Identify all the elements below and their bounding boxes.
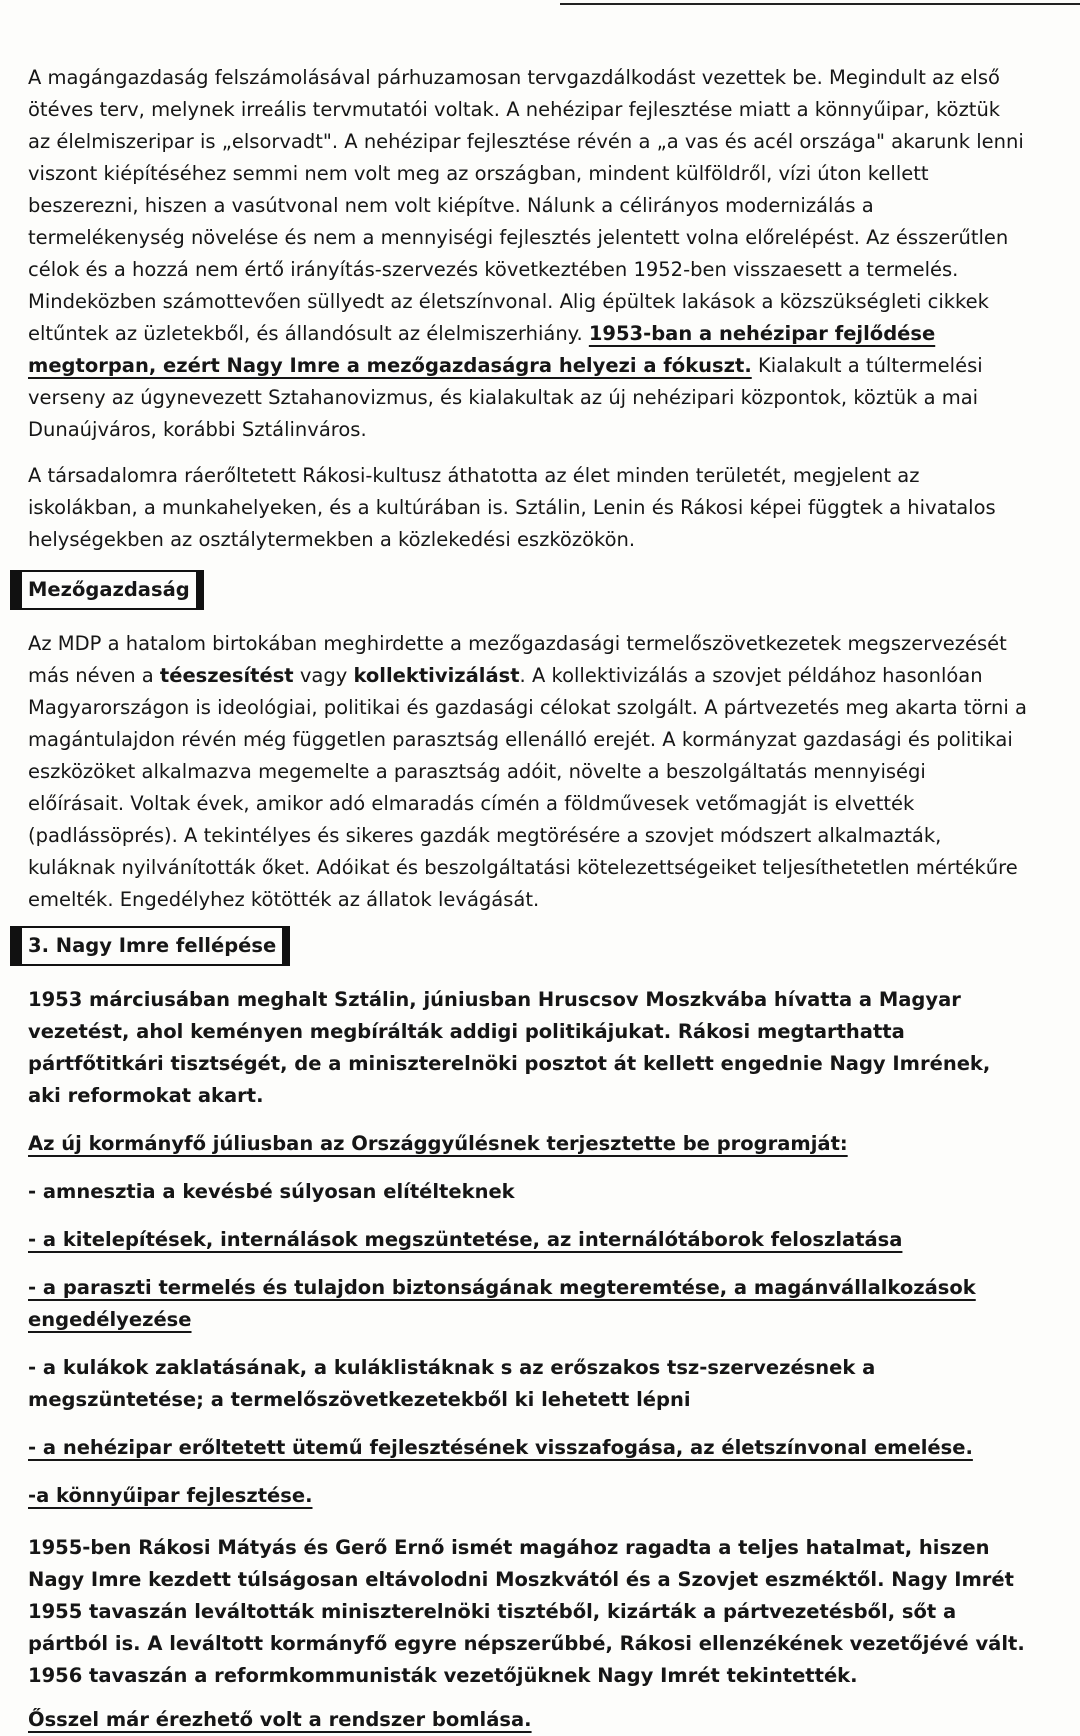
paragraph-stalin-death: 1953 márciusában meghalt Sztálin, júniusban Hruscsov Moszkvába hívatta a Magyar vezetést, ahol keményen megbírálták addigi politikájukat. Rákosi megtarthatta pártfőtitkári tisztségét, de a miniszterelnöki posztot át kellett engednie Nagy Imrének, aki reformokat akart. xyxy=(28,988,991,1107)
scan-edge-line xyxy=(560,3,1080,5)
stakhanovism-text: Kialakult a túltermelési verseny az úgynevezett Sztahanovizmus, és kialakultak az új nehézipari központok, köztük a mai Dunaújváros, korábbi Sztálinváros. xyxy=(28,354,983,441)
planned-economy-text: A magángazdaság felszámolásával párhuzamosan tervgazdálkodást vezettek be. Megindult az első ötéves terv, melynek irreális tervmutatói voltak. A nehézipar fejlesztése miatt a könnyűipar, köztük az élelmiszeripar is „elsorvadt". A nehézipar fejlesztése révén a „a vas és acél országa" akarunk lenni viszont kiépítéséhez semmi nem volt meg az országban, mindent külföldről, vízi úton kellett beszerezni, hiszen a vasútvonal nem volt kiépítve. Nálunk a célirányos modernizálás a termelékenység növelése és nem a mennyiségi fejlesztés jelentett volna előrelépést. Az ésszerűtlen célok és a hozzá nem értő irányítás-szervezés következtében 1952-ben visszaesett a termelés. Mindeközben számottevően süllyedt az életszínvonal. Alig épültek lakások a közszükségleti cikkek eltűntek az üzletekből, és állandósult az élelmiszerhiány. xyxy=(28,66,1024,345)
paragraph-autumn: Ősszel már érezhető volt a rendszer bomlása. xyxy=(28,1708,532,1731)
nagy-focus-sentence: 1953-ban a nehézipar fejlődése megtorpan, ezért Nagy Imre a mezőgazdaságra helyezi a fókuszt. xyxy=(28,322,936,377)
paragraph-program-intro: Az új kormányfő júliusban az Országgyűlésnek terjesztette be programját: xyxy=(28,1132,848,1155)
collectivization-conj: vagy xyxy=(293,664,354,687)
collectivization-text: . A kollektivizálás a szovjet példához hasonlóan Magyarországon is ideológiai, politikai és gazdasági célokat szolgált. A pártvezetés meg akarta törni a magántulajdon révén még független parasztság ellenálló erejét. A kormányzat gazdasági és politikai eszközöket alkalmazva megemelte a parasztság adóit, növelte a beszolgáltatás mennyiségi előírásait. Voltak évek, amikor adó elmaradás címén a földművesek vetőmagját is elvették (padlássöprés). A tekintélyes és sikeres gazdák megtörésére a szovjet módszert alkalmazták, kuláknak nyilvánították őket. Adóikat és beszolgáltatási kötelezettségeiket teljesíthetetlen mértékűre emelték. Engedélyhez kötötték az állatok levágását. xyxy=(28,664,1027,911)
term-teeszesites: téeszesítést xyxy=(159,664,294,687)
heading-nagy-imre: 3. Nagy Imre fellépése xyxy=(10,926,290,966)
program-item: - a paraszti termelés és tulajdon biztonságának megteremtése, a magánvállalkozások engedélyezése xyxy=(28,1276,976,1331)
paragraph-collectivization xyxy=(28,628,1028,916)
heading-agriculture: Mezőgazdaság xyxy=(10,570,204,610)
paragraph-personality-cult: A társadalomra ráerőltetett Rákosi-kultusz áthatotta az élet minden területét, megjelent az iskolákban, a munkahelyeken, és a kultúrában is. Sztálin, Lenin és Rákosi képei függtek a hivatalos helységekben az osztálytermekben a közlekedési eszközökön. xyxy=(28,464,996,551)
program-item: - a kitelepítések, internálások megszüntetése, az internálótáborok feloszlatása xyxy=(28,1228,903,1251)
document-page xyxy=(28,62,1028,1736)
program-item: - amnesztia a kevésbé súlyosan elítélteknek xyxy=(28,1180,515,1203)
paragraph-rakosi-return: 1955-ben Rákosi Mátyás és Gerő Ernő ismét magához ragadta a teljes hatalmat, hiszen Nagy Imre kezdett túlságosan eltávolodni Moszkvától és a Szovjet eszméktől. Nagy Imrét 1955 tavaszán leváltották miniszterelnöki tisztéből, kizárták a pártvezetésből, sőt a pártból is. A leváltott kormányfő egyre népszerűbbé, Rákosi ellenzékének vezetőjévé vált. 1956 tavaszán a reformkommunisták vezetőjüknek Nagy Imrét tekintették. xyxy=(28,1536,1025,1687)
term-kollektivizalas: kollektivizálást xyxy=(353,664,520,687)
program-item: -a könnyűipar fejlesztése. xyxy=(28,1484,313,1507)
program-item: - a kulákok zaklatásának, a kuláklistáknak s az erőszakos tsz-szervezésnek a megszüntetése; a termelőszövetkezetekből ki lehetett lépni xyxy=(28,1356,876,1411)
program-item: - a nehézipar erőltetett ütemű fejlesztésének visszafogása, az életszínvonal emelése. xyxy=(28,1436,973,1459)
paragraph-planned-economy xyxy=(28,62,1028,446)
collectivization-intro: Az MDP a hatalom birtokában meghirdette a mezőgazdasági termelőszövetkezetek megszervezését más néven a xyxy=(28,632,1007,687)
